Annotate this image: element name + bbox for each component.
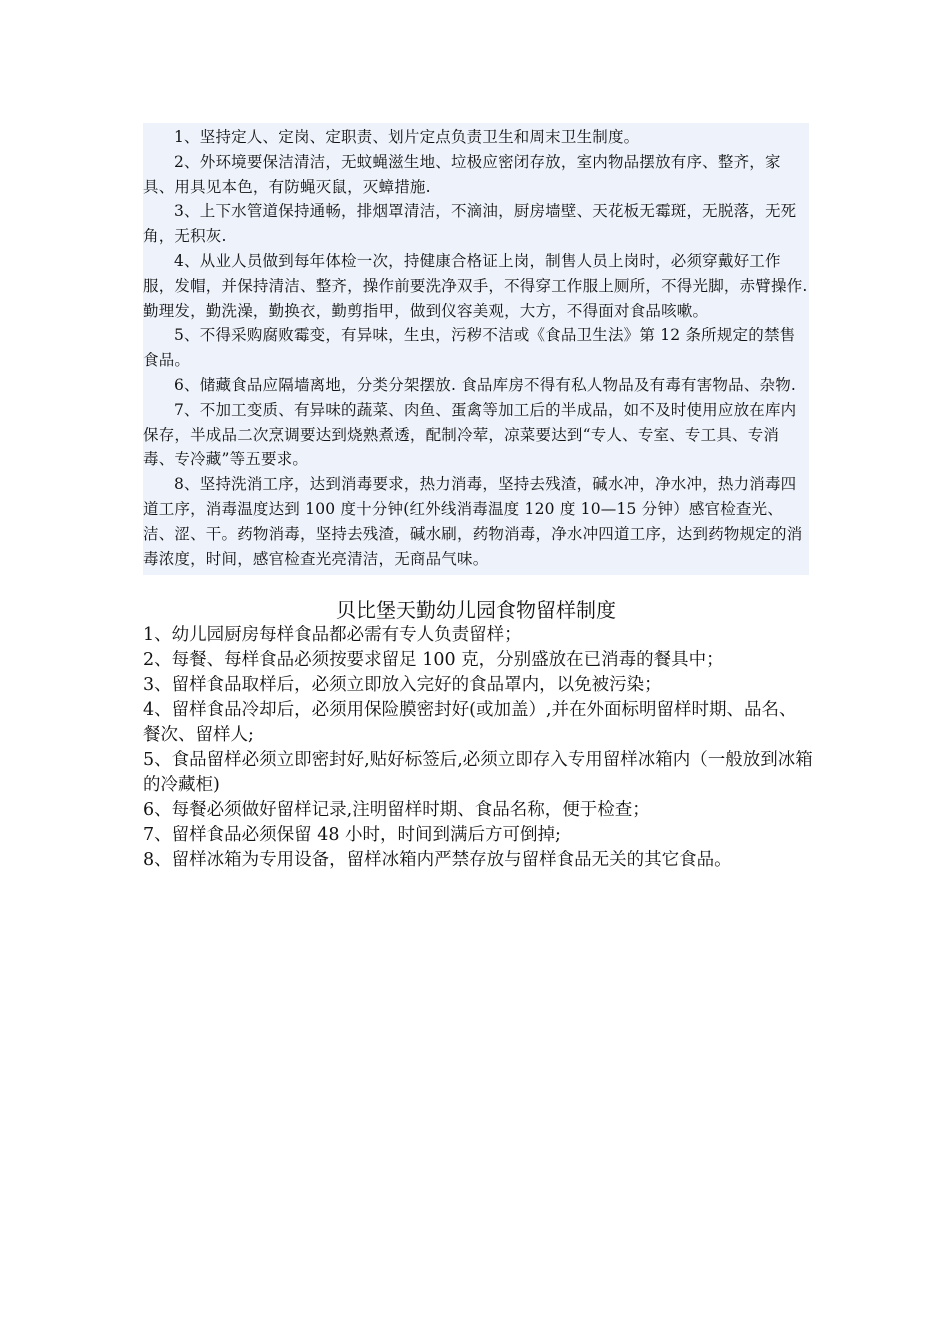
sample-rule-5: 5、食品留样必须立即密封好,贴好标签后,必须立即存入专用留样冰箱内（一般放到冰箱的冷藏柜) [143, 750, 813, 795]
hygiene-rule-3: 3、上下水管道保持通畅，排烟罩清洁，不滴油，厨房墙壁、天花板无霉斑，无脱落，无死角，无积灰. [143, 202, 797, 246]
sample-rule-1: 1、幼儿园厨房每样食品都必需有专人负责留样； [143, 625, 522, 645]
hygiene-rule-6: 6、储藏食品应隔墙离地，分类分架摆放. 食品库房不得有私人物品及有毒有害物品、杂物. [174, 375, 797, 394]
food-sample-policy-title: 贝比堡天勤幼儿园食物留样制度 [336, 598, 616, 622]
hygiene-rule-5: 5、不得采购腐败霉变，有异味，生虫，污秽不洁或《食品卫生法》第 12 条所规定的禁售食品。 [143, 326, 796, 370]
sample-rule-6: 6、每餐必须做好留样记录,注明留样时期、食品名称，便于检查； [143, 800, 650, 820]
sample-rule-7: 7、留样食品必须保留 48 小时，时间到满后方可倒掉; [143, 825, 561, 845]
hygiene-rule-1: 1、坚持定人、定岗、定职责、划片定点负责卫生和周末卫生制度。 [174, 128, 640, 146]
sample-rule-3: 3、留样食品取样后，必须立即放入完好的食品罩内，以免被污染； [143, 675, 662, 695]
hygiene-rule-8: 8、坚持洗消工序，达到消毒要求，热力消毒，坚持去残渣，碱水冲，净水冲，热力消毒四道工序，消毒温度达到 100 度十分钟(红外线消毒温度 120 度 10—15 分钟）感官检查光、洁、涩、干。药物消毒，坚持去残渣，碱水刷，药物消毒，净水冲四道工序，达到药物规定的消毒浓度，时间，感官检查光亮清洁，无商品气味。 [143, 475, 803, 568]
hygiene-rule-7: 7、不加工变质、有异味的蔬菜、肉鱼、蛋禽等加工后的半成品，如不及时使用应放在库内保存，半成品二次烹调要达到烧熟煮透，配制冷荤，凉菜要达到“专人、专室、专工具、专消毒、专冷藏”等五要求。 [143, 400, 797, 469]
sample-rule-8: 8、留样冰箱为专用设备，留样冰箱内严禁存放与留样食品无关的其它食品。 [143, 850, 732, 870]
sample-rule-4: 4、留样食品冷却后，必须用保险膜密封好(或加盖）,并在外面标明留样时期、品名、餐次、留样人; [143, 700, 797, 745]
hygiene-rule-2: 2、外环境要保洁清洁，无蚊蝇滋生地、垃极应密闭存放，室内物品摆放有序、整齐，家具、用具见本色，有防蝇灭鼠，灭蟑措施. [143, 152, 781, 196]
sample-rule-2: 2、每餐、每样食品必须按要求留足 100 克，分别盛放在已消毒的餐具中； [143, 650, 724, 670]
kitchen-hygiene-rules [143, 123, 809, 575]
food-sample-policy-list [143, 623, 813, 873]
hygiene-rule-4: 4、从业人员做到每年体检一次，持健康合格证上岗，制售人员上岗时，必须穿戴好工作服，发帽，并保持清洁、整齐，操作前要洗净双手，不得穿工作服上厕所，不得光脚，赤臂操作. 勤理发，勤洗澡，勤换衣，勤剪指甲，做到仪容美观，大方，不得面对食品咳嗽。 [143, 251, 808, 320]
